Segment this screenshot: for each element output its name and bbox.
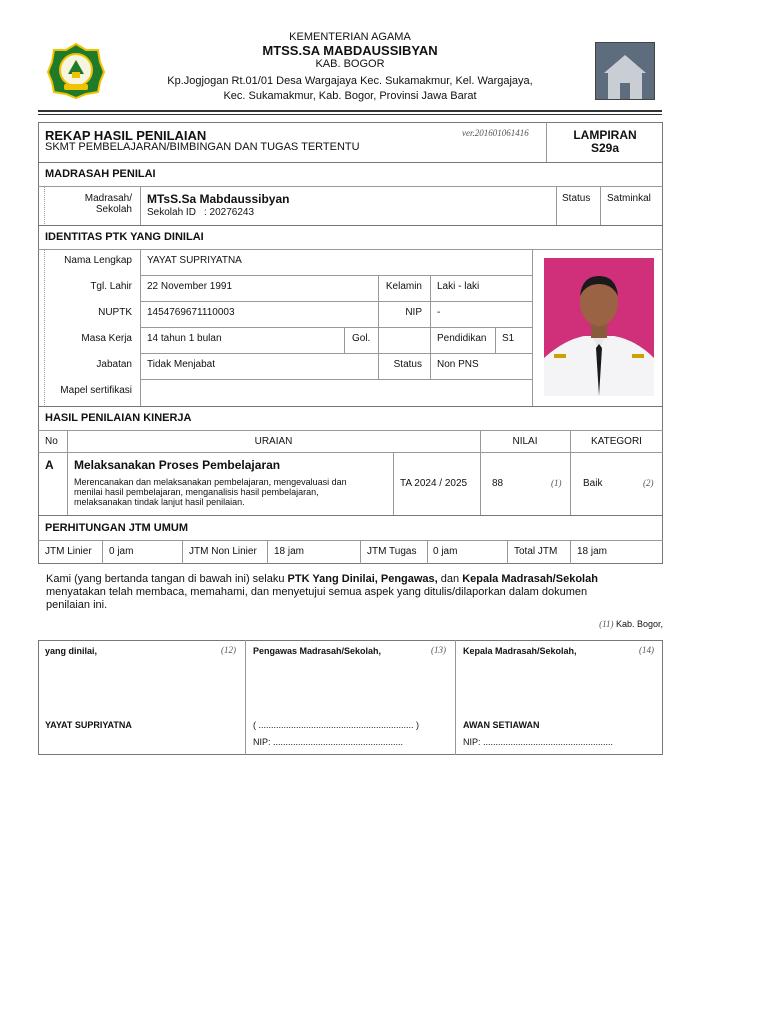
- pendidikan-value: S1: [502, 333, 515, 344]
- kepala-nip: NIP: ....................................................: [463, 737, 614, 747]
- header-rule-thin: [38, 114, 662, 115]
- masa-kerja-label: Masa Kerja: [81, 333, 132, 344]
- madrasah-label-line1: Madrasah/: [84, 193, 132, 204]
- cell-line: [430, 275, 431, 301]
- row-nilai: 88: [492, 478, 504, 489]
- col-no-header: No: [45, 436, 58, 447]
- row-nilai-ref: (1): [551, 478, 562, 488]
- pengawas-title: Pengawas Madrasah/Sekolah,: [253, 646, 382, 656]
- jtm-total-value: 18 jam: [577, 546, 608, 557]
- cell-line: [378, 301, 379, 327]
- ptk-row-line: [140, 379, 532, 380]
- school-image-placeholder: [595, 42, 655, 100]
- nip-value: -: [437, 307, 441, 318]
- cell-line: [378, 327, 379, 353]
- cell-line: [378, 275, 379, 301]
- row-description: [74, 477, 392, 507]
- row-kategori: Baik: [583, 478, 603, 489]
- row-desc-line2: menilai hasil pembelajaran, menganalisis hasil pembelajaran,: [74, 487, 319, 497]
- lampiran-label: LAMPIRAN: [573, 128, 637, 142]
- madrasah-name: MTsS.Sa Mabdaussibyan: [147, 192, 290, 206]
- signature-col: [245, 640, 246, 755]
- madrasah-section-title: MADRASAH PENILAI: [45, 168, 156, 180]
- place-date: [560, 619, 663, 629]
- madrasah-row-line: [38, 186, 663, 187]
- cell-line: [430, 301, 431, 327]
- ministry-name: KEMENTERIAN AGAMA: [289, 31, 411, 43]
- tgl-label: Tgl. Lahir: [90, 281, 132, 292]
- masa-kerja-value: 14 tahun 1 bulan: [147, 333, 222, 344]
- jtm-tugas-label: JTM Tugas: [367, 546, 417, 557]
- regency: KAB. BOGOR: [315, 58, 385, 70]
- row-desc-line1: Merencanakan dan melaksanakan pembelajaran, mengevaluasi dan: [74, 477, 347, 487]
- cell-line: [430, 327, 431, 353]
- statement-line3: penilaian ini.: [46, 599, 108, 611]
- nuptk-label: NUPTK: [98, 307, 132, 318]
- jtm-linier-value: 0 jam: [109, 546, 134, 557]
- jtm-col: [360, 540, 361, 564]
- gol-label: Gol.: [352, 333, 371, 344]
- lampiran-code: S29a: [590, 141, 620, 155]
- address-line-1: Kp.Jogjogan Rt.01/01 Desa Wargajaya Kec. Sukamakmur, Kel. Wargajaya,: [167, 75, 533, 87]
- ptk-top-line: [38, 249, 663, 250]
- madrasah-status-line: [556, 186, 557, 226]
- statement-paragraph: [46, 573, 661, 612]
- mapel-label: Mapel sertifikasi: [60, 385, 132, 396]
- madrasah-label-line2: Sekolah: [95, 204, 132, 215]
- dinilai-title: yang dinilai,: [45, 646, 98, 656]
- nip-label: NIP: [405, 307, 422, 318]
- statement-line1: Kami (yang bertanda tangan di bawah ini) selaku PTK Yang Dinilai, Pengawas, dan Kepala Madrasah/Sekolah: [46, 573, 598, 585]
- tgl-value: 22 November 1991: [147, 281, 233, 292]
- signature-col: [455, 640, 456, 755]
- ptk-section-title: IDENTITAS PTK YANG DINILAI: [45, 231, 204, 243]
- nama-value: YAYAT SUPRIYATNA: [147, 255, 242, 266]
- cell-line: [430, 353, 431, 379]
- report-title: REKAP HASIL PENILAIAN: [45, 128, 207, 143]
- jtm-col: [102, 540, 103, 564]
- row-desc-line3: melaksanakan tindak lanjut hasil penilaian.: [74, 497, 245, 507]
- row-kategori-ref: (2): [643, 478, 654, 488]
- madrasah-status-label: Status: [562, 193, 591, 204]
- ptk-row-line: [140, 275, 532, 276]
- dinilai-name: YAYAT SUPRIYATNA: [45, 720, 132, 730]
- ptk-row-line: [140, 327, 532, 328]
- jtm-col: [182, 540, 183, 564]
- ptk-photo: [544, 258, 654, 396]
- ptk-photo-col: [532, 249, 533, 407]
- jtm-col: [507, 540, 508, 564]
- jtm-tugas-value: 0 jam: [433, 546, 458, 557]
- madrasah-status-line2: [600, 186, 601, 226]
- kinerja-col-ta: [393, 452, 394, 516]
- madrasah-status-value: Satminkal: [607, 193, 651, 204]
- jtm-col: [570, 540, 571, 564]
- ptk-row-line: [140, 301, 532, 302]
- nuptk-value: 1454769671110003: [147, 307, 235, 318]
- kinerja-col-nilai: [480, 452, 481, 516]
- ptk-row-line: [140, 353, 532, 354]
- ptk-left-dots: [44, 249, 45, 407]
- school-id-label: Sekolah ID: [147, 207, 196, 218]
- address-line-2: Kec. Sukamakmur, Kab. Bogor, Provinsi Jawa Barat: [223, 90, 477, 102]
- row-tahun-ajaran: TA 2024 / 2025: [400, 478, 468, 489]
- madrasah-left-dots: [44, 186, 45, 226]
- jabatan-value: Tidak Menjabat: [147, 359, 215, 370]
- cell-line: [495, 327, 496, 353]
- kinerja-section-title: HASIL PENILAIAN KINERJA: [45, 412, 192, 424]
- jtm-col: [427, 540, 428, 564]
- col-uraian-header: URAIAN: [254, 436, 293, 447]
- col-kategori-header: KATEGORI: [591, 436, 642, 447]
- ptk-status-label: Status: [393, 359, 422, 370]
- kelamin-value: Laki - laki: [437, 281, 480, 292]
- kepala-name: AWAN SETIAWAN: [463, 720, 540, 730]
- jtm-total-label: Total JTM: [514, 546, 558, 557]
- ptk-label-col: [140, 249, 141, 407]
- pendidikan-label: Pendidikan: [437, 333, 487, 344]
- row-title: Melaksanakan Proses Pembelajaran: [74, 458, 281, 472]
- school-name: MTSS.SA MABDAUSSIBYAN: [262, 43, 438, 58]
- place-value: Kab. Bogor,: [615, 619, 663, 629]
- dinilai-ref: (12): [221, 645, 236, 655]
- jtm-nonlinier-value: 18 jam: [274, 546, 305, 557]
- report-subtitle: SKMT PEMBELAJARAN/BIMBINGAN DAN TUGAS TERTENTU: [45, 141, 360, 153]
- jabatan-label: Jabatan: [96, 359, 132, 370]
- ptk-status-value: Non PNS: [437, 359, 479, 370]
- jtm-section-title: PERHITUNGAN JTM UMUM: [45, 522, 188, 534]
- row-no: A: [45, 458, 54, 472]
- jtm-col: [267, 540, 268, 564]
- place-ref: (11): [599, 619, 614, 629]
- kepala-ref: (14): [639, 645, 654, 655]
- school-address: [140, 74, 560, 104]
- kelamin-label: Kelamin: [385, 281, 422, 292]
- pengawas-name: ( .............................................................. ): [253, 720, 420, 730]
- kepala-title: Kepala Madrasah/Sekolah,: [463, 646, 577, 656]
- nama-label: Nama Lengkap: [64, 255, 132, 266]
- pengawas-ref: (13): [431, 645, 446, 655]
- cell-line: [344, 327, 345, 353]
- header-rule-thick: [38, 110, 662, 112]
- statement-line2: menyatakan telah membaca, memahami, dan menyetujui semua aspek yang ditulis/dilaporkan dalam dokumen: [46, 586, 588, 598]
- ministry-logo: [46, 42, 106, 100]
- cell-line: [378, 353, 379, 379]
- pengawas-nip: NIP: ....................................................: [253, 737, 404, 747]
- jtm-nonlinier-label: JTM Non Linier: [189, 546, 257, 557]
- jtm-linier-label: JTM Linier: [45, 546, 92, 557]
- col-nilai-header: NILAI: [512, 436, 538, 447]
- madrasah-label: [60, 193, 132, 215]
- version-label: ver.201601061416: [462, 128, 529, 138]
- madrasah-col-line: [140, 186, 141, 226]
- school-id-value: : 20276243: [204, 207, 255, 218]
